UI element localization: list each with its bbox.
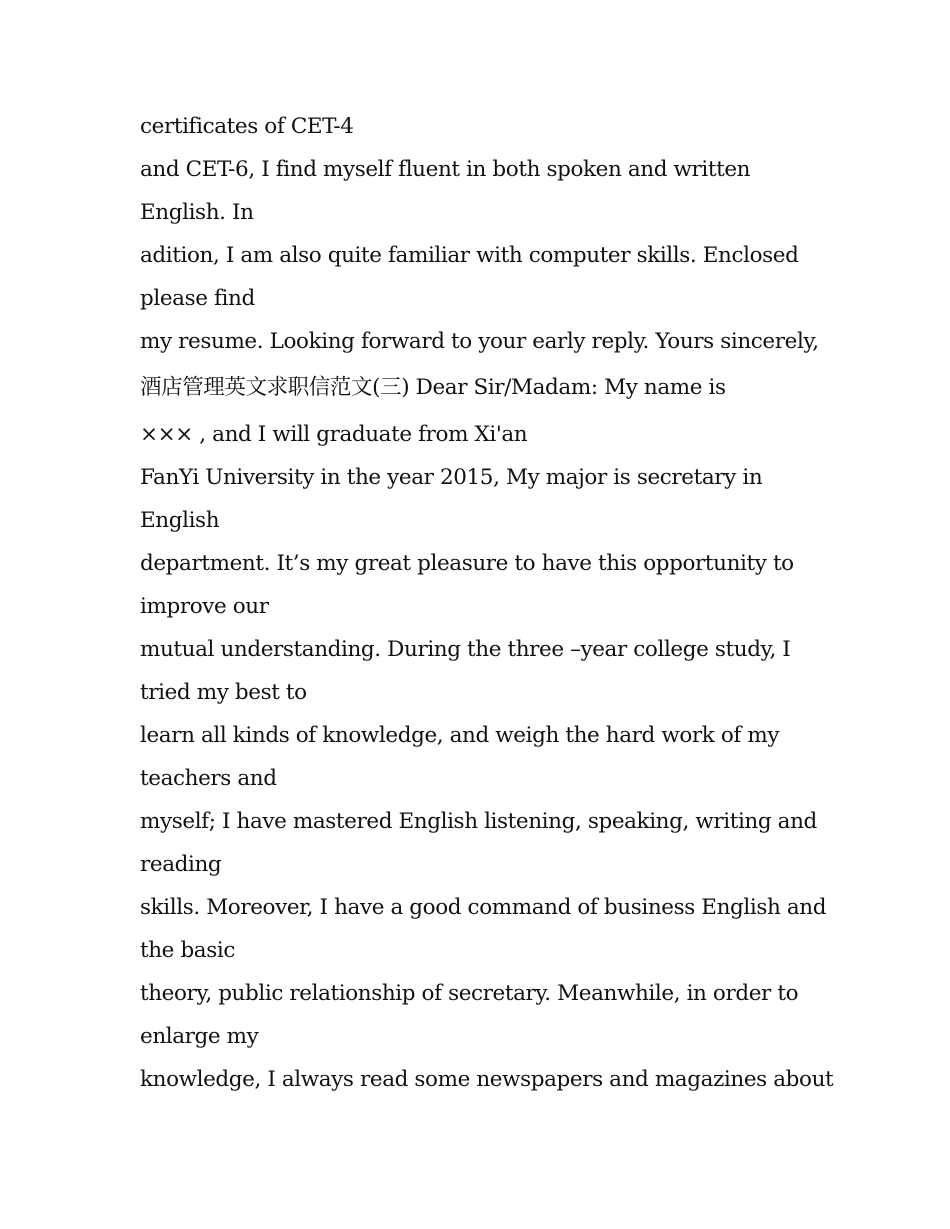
text-line: reading: [140, 852, 222, 877]
text-line: my resume. Looking forward to your early reply. Yours sincerely,: [140, 329, 819, 354]
text-line: English. In: [140, 200, 254, 225]
text-line: the basic: [140, 938, 235, 963]
text-line: ××× , and I will graduate from Xi'an: [140, 422, 528, 447]
text-line: tried my best to: [140, 680, 307, 705]
text-line: certificates of CET-4: [140, 114, 354, 139]
text-line: please find: [140, 286, 255, 311]
text-line: skills. Moreover, I have a good command of business English and: [140, 895, 827, 920]
text-line: department. It’s my great pleasure to have this opportunity to: [140, 551, 794, 576]
text-line: FanYi University in the year 2015, My major is secretary in: [140, 465, 763, 490]
text-line: learn all kinds of knowledge, and weigh the hard work of my: [140, 723, 780, 748]
text-line: theory, public relationship of secretary. Meanwhile, in order to: [140, 981, 799, 1006]
text-line: mutual understanding. During the three –year college study, I: [140, 637, 791, 662]
text-line: English: [140, 508, 220, 533]
body-text: [140, 105, 834, 1101]
text-line: improve our: [140, 594, 269, 619]
text-line: knowledge, I always read some newspapers and magazines about: [140, 1067, 834, 1092]
section-heading-line: 酒店管理英文求职信范文(三) Dear Sir/Madam: My name is: [140, 375, 726, 400]
text-line: enlarge my: [140, 1024, 259, 1049]
text-line: and CET-6, I find myself fluent in both spoken and written: [140, 157, 751, 182]
text-line: myself; I have mastered English listening, speaking, writing and: [140, 809, 817, 834]
text-line: teachers and: [140, 766, 277, 791]
text-line: adition, I am also quite familiar with computer skills. Enclosed: [140, 243, 799, 268]
